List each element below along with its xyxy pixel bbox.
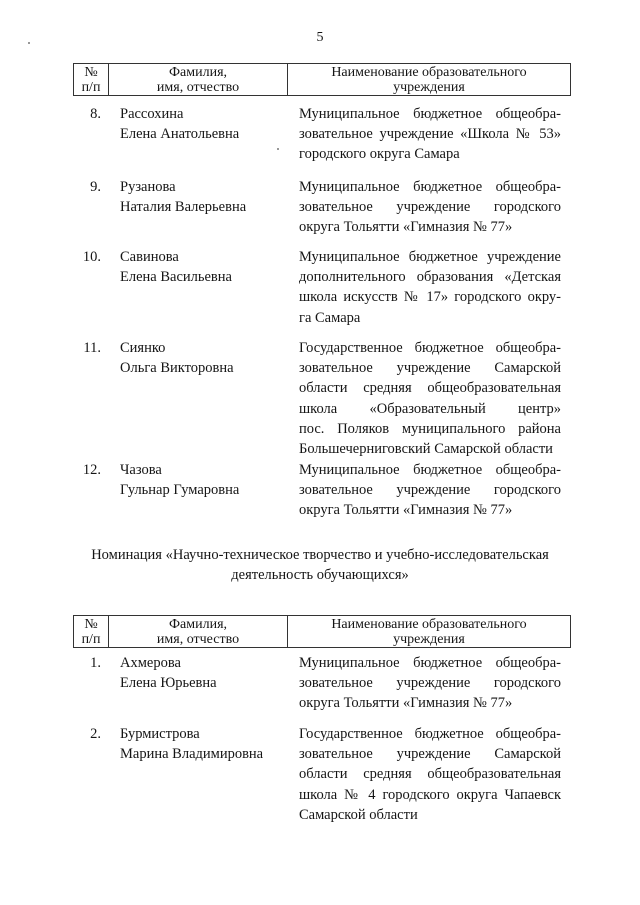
- person-name: Ахмерова Елена Юрьевна: [120, 655, 217, 692]
- table-header: [73, 63, 571, 96]
- organization: Государственное бюджетное общеобра- зовательное учреждение Самарской области средняя общеобразовательная школа «Образовательный центр» пос. Поляков муниципального района Большечерниговский Самарской области: [299, 340, 561, 458]
- table-header: [73, 615, 571, 648]
- organization: Муниципальное бюджетное учреждение дополнительного образования «Детская школа искусств № 17» городского окру- га Самара: [299, 249, 561, 326]
- header-num: № п/п: [81, 65, 101, 95]
- person-name: Рузанова Наталия Валерьевна: [120, 179, 247, 216]
- row-number: 11.: [83, 340, 101, 356]
- header-org: Наименование образовательного учреждения: [331, 617, 527, 647]
- row-number: 12.: [82, 462, 101, 478]
- organization: Муниципальное бюджетное общеобра- зовательное учреждение «Школа № 53» городского округа Самара: [299, 106, 561, 163]
- organization: Муниципальное бюджетное общеобра- зовательное учреждение городского округа Тольятти «Гимназия № 77»: [299, 462, 561, 519]
- person-name: Бурмистрова Марина Владимировна: [120, 726, 264, 763]
- row-number: 8.: [90, 106, 101, 122]
- row-number: 1.: [90, 655, 101, 671]
- header-num: № п/п: [81, 617, 101, 647]
- organization: Муниципальное бюджетное общеобра- зовательное учреждение городского округа Тольятти «Гимназия № 77»: [299, 655, 561, 712]
- organization: Государственное бюджетное общеобра- зовательное учреждение Самарской области средняя общеобразовательная школа № 4 городского округа Чапаевск Самарской области: [299, 726, 561, 823]
- page-number: 5: [316, 30, 324, 45]
- row-number: 9.: [90, 179, 101, 195]
- organization: Муниципальное бюджетное общеобра- зовательное учреждение городского округа Тольятти «Гимназия № 77»: [299, 179, 561, 236]
- person-name: Савинова Елена Васильевна: [120, 249, 232, 286]
- header-name: Фамилия, имя, отчество: [108, 616, 288, 647]
- scan-speck: [28, 42, 30, 44]
- person-name: Рассохина Елена Анатольевна: [120, 106, 240, 143]
- row-number: 10.: [82, 249, 101, 265]
- header-name: Фамилия, имя, отчество: [108, 64, 288, 95]
- header-org: Наименование образовательного учреждения: [331, 65, 527, 95]
- row-number: 2.: [90, 726, 101, 742]
- person-name: Сиянко Ольга Викторовна: [120, 340, 234, 377]
- nomination-heading: Номинация «Научно-техническое творчество и учебно-исследовательская деятельность обучающихся»: [91, 547, 549, 583]
- scan-speck: [277, 148, 279, 150]
- person-name: Чазова Гульнар Гумаровна: [120, 462, 240, 499]
